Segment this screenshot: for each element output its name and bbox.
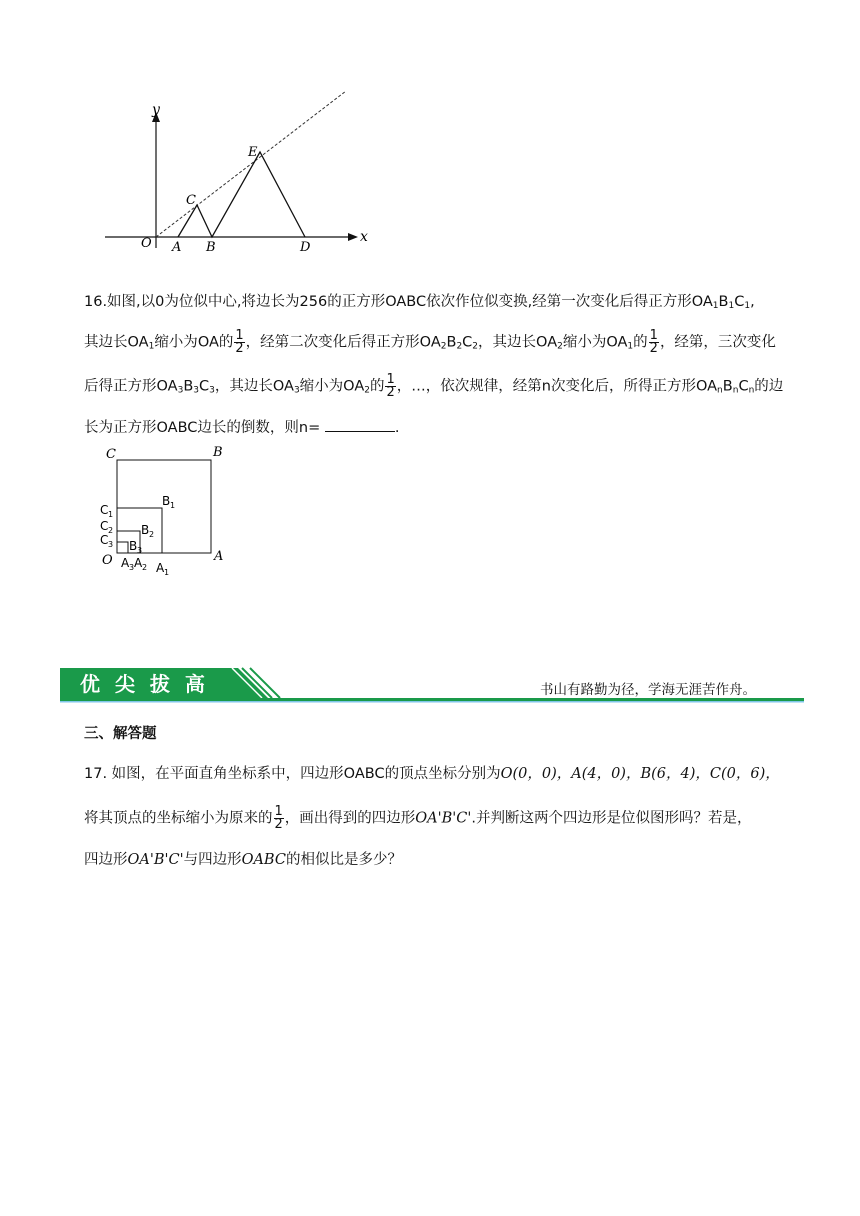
q16-line2: 其边长$OA_1$缩小为OA的 $\frac{1}{2}$ ，经第二次变化后得正方形$OA_2B_2C_2$，其边长$OA_2$缩小为$OA_1$的 $\frac{1}{2}$ ，经第，三次变化 (84, 328, 776, 356)
label-a2: A (134, 556, 143, 570)
svg-text:2: 2 (108, 526, 114, 535)
answer-blank[interactable] (325, 419, 395, 432)
figure-line-triangles (100, 88, 370, 254)
fraction-half: $\frac{1}{2}$ (235, 328, 244, 356)
q16-line3: 后得正方形$OA_3B_3C_3$，其边长$OA_3$缩小为$OA_2$的 $\frac{1}{2}$ ，…，依次规律，经第n次变化后，所得正方形$OA_nB_nC_n$的边 (84, 372, 784, 400)
label-y: y (152, 102, 160, 118)
label-c1: C (100, 503, 109, 517)
svg-text:2: 2 (149, 530, 155, 539)
label-b2: B (141, 523, 150, 537)
x-axis-arrow (348, 233, 358, 241)
svg-text:1: 1 (108, 510, 114, 519)
section-title: 三、解答题 (84, 726, 157, 742)
banner-motto: 书山有路勤为径，学海无涯苦作舟。 (540, 682, 756, 698)
zigzag (178, 152, 305, 237)
label-b3: B (129, 539, 138, 553)
label-b: B (213, 445, 223, 460)
figure-nested-squares (98, 442, 238, 578)
label-b1: B (162, 494, 171, 508)
q17-line1: 17. 如图，在平面直角坐标系中，四边形OABC的顶点坐标分别为O(0，0)，A(4，0)，B(6，4)，C(0，6)， (84, 766, 780, 782)
label-o: O (102, 553, 113, 568)
label-a: A (214, 549, 224, 564)
fraction-half: $\frac{1}{2}$ (649, 328, 658, 356)
label-o: O (141, 236, 152, 251)
label-a: A (172, 240, 182, 254)
banner-title: 优 尖 拔 高 (80, 672, 209, 696)
svg-text:3: 3 (108, 540, 114, 549)
label-c: C (106, 447, 116, 462)
svg-text:3: 3 (137, 546, 143, 555)
q17-line3: 四边形OA'B'C'与四边形OABC的相似比是多少？ (84, 852, 402, 868)
label-x: x (360, 229, 368, 245)
svg-text:1: 1 (170, 501, 176, 510)
label-d: D (300, 240, 311, 254)
svg-text:1: 1 (164, 568, 170, 577)
label-a3: A (121, 556, 130, 570)
square-3 (117, 542, 128, 553)
q16-line4: 长为正方形OABC边长的倒数，则n= . (84, 420, 400, 436)
label-c2: C (100, 519, 109, 533)
label-c3: C (100, 533, 109, 547)
q16-line1: 16.如图,以0为位似中心,将边长为256的正方形OABC依次作位似变换,经第一次变化后得正方形$OA_1B_1C_1$, (84, 294, 755, 311)
fraction-half: $\frac{1}{2}$ (386, 372, 395, 400)
fraction-half: $\frac{1}{2}$ (274, 804, 283, 832)
q17-line2: 将其顶点的坐标缩小为原来的 $\frac{1}{2}$ ，画出得到的四边形OA'B'C'.并判断这两个四边形是位似图形吗？若是， (84, 804, 752, 832)
label-c: C (186, 193, 196, 208)
dotted-line (156, 91, 346, 237)
label-b: B (206, 240, 216, 254)
svg-text:3: 3 (129, 563, 135, 572)
svg-text:2: 2 (142, 563, 148, 572)
label-a1: A (156, 561, 165, 575)
label-e: E (248, 145, 258, 160)
